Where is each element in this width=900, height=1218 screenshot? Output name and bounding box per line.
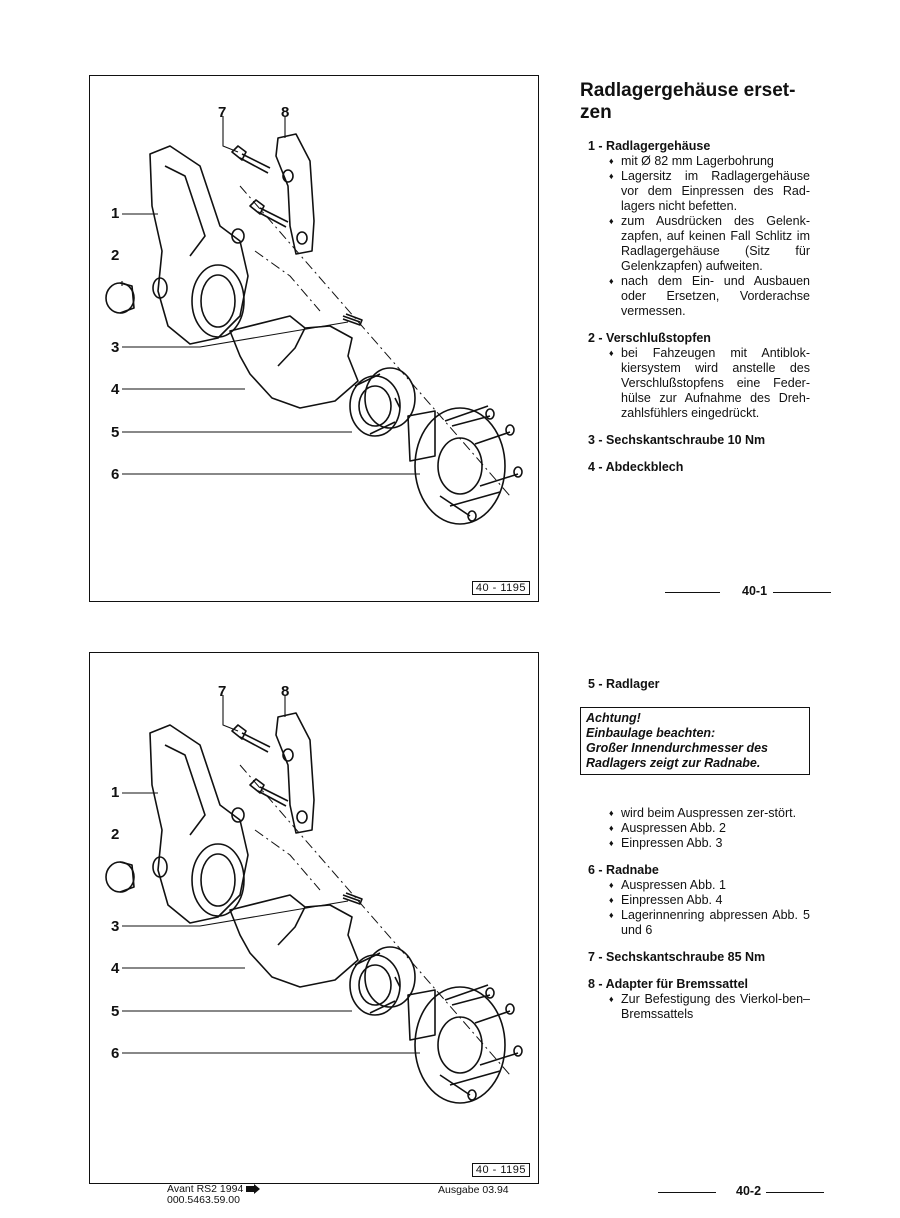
wheel-bearing-housing-illustration xyxy=(90,76,538,601)
item-heading: 8 - Adapter für Bremssattel xyxy=(588,977,748,991)
list-item xyxy=(588,433,810,448)
cover-plate-drawing xyxy=(230,895,358,987)
callout-1: 1 xyxy=(111,205,120,222)
warning-subtitle: Einbaulage beachten: xyxy=(586,726,716,740)
adapter-8-drawing xyxy=(276,134,314,254)
edition: Ausgabe 03.94 xyxy=(438,1184,509,1196)
page-number: 40-1 xyxy=(742,584,768,598)
model-name: Avant RS2 1994 xyxy=(167,1183,244,1195)
wheel-bearing-drawing xyxy=(350,368,415,436)
cover-plate-drawing xyxy=(230,316,358,408)
parts-list-page-1 xyxy=(588,139,810,487)
page-number-rule-left xyxy=(665,592,720,593)
wheel-hub-drawing xyxy=(408,406,522,524)
bullet-text: ♦ Einpressen Abb. 4 xyxy=(588,893,810,908)
list-item xyxy=(588,977,810,1022)
list-item xyxy=(588,806,810,851)
item-5-heading-block xyxy=(588,677,810,692)
bullet-text: ♦ wird beim Auspressen zer-stört. xyxy=(588,806,810,821)
item-heading: 5 - Radlager xyxy=(588,677,660,691)
exploded-view-figure-bottom xyxy=(89,652,539,1184)
callout-8: 8 xyxy=(281,683,290,700)
callout-2: 2 xyxy=(111,826,120,843)
callout-6: 6 xyxy=(111,1045,120,1062)
plug-drawing xyxy=(106,283,134,313)
adapter-8-drawing xyxy=(276,713,314,833)
callout-3: 3 xyxy=(111,918,120,935)
bullet-text: ♦ Einpressen Abb. 3 xyxy=(588,836,810,851)
bullet-text: ♦ bei Fahzeugen mit Antiblok-kiersystem wird anstelle des Verschlußstopfens eine Feder-hülse zur Aufnahme des Dreh-zahlsfühlers eingedrückt. xyxy=(588,346,810,421)
page-number-rule-right xyxy=(766,1192,824,1193)
callout-5: 5 xyxy=(111,424,120,441)
bullet-text: ♦ Zur Befestigung des Vierkol-ben–Bremssattels xyxy=(588,992,810,1022)
footer-model xyxy=(167,1184,260,1206)
page-number-rule-left xyxy=(658,1192,716,1193)
item-heading: 2 - Verschlußstopfen xyxy=(588,331,711,345)
bolt-7-drawing xyxy=(232,146,270,173)
page-number: 40-2 xyxy=(736,1184,762,1198)
bullet-text: ♦ zum Ausdrücken des Gelenk-zapfen, auf keinen Fall Schlitz im Radlagergehäuse (Sitz für Gelenkzapfen) aufweiten. xyxy=(588,214,810,274)
warning-box xyxy=(580,707,810,775)
callout-4: 4 xyxy=(111,960,120,977)
right-arrow-icon xyxy=(246,1184,260,1194)
wheel-bearing-drawing xyxy=(350,947,415,1015)
callout-5: 5 xyxy=(111,1003,120,1020)
page-title: Radlagergehäuse erset-zen xyxy=(580,80,796,123)
callout-2: 2 xyxy=(111,247,120,264)
callout-1: 1 xyxy=(111,784,120,801)
item-heading: 1 - Radlagergehäuse xyxy=(588,139,711,153)
wheel-hub-drawing xyxy=(408,985,522,1103)
bullet-text: ♦ Lagersitz im Radlagergehäuse vor dem Einpressen des Rad-lagers nicht befetten. xyxy=(588,169,810,214)
bolt-7-drawing xyxy=(232,725,270,752)
plug-drawing xyxy=(106,862,134,892)
part-number: 000.5463.59.00 xyxy=(167,1194,240,1206)
callout-7: 7 xyxy=(218,104,227,121)
list-item xyxy=(588,950,810,965)
item-heading: 4 - Abdeckblech xyxy=(588,460,684,474)
list-item xyxy=(588,139,810,319)
bullet-text: ♦ Lagerinnenring abpressen Abb. 5 und 6 xyxy=(588,908,810,938)
item-heading: 3 - Sechskantschraube 10 Nm xyxy=(588,433,766,447)
callout-3: 3 xyxy=(111,339,120,356)
figure-code: 40 - 1195 xyxy=(472,581,530,595)
item-heading: 6 - Radnabe xyxy=(588,863,659,877)
callout-6: 6 xyxy=(111,466,120,483)
callout-7: 7 xyxy=(218,683,227,700)
callout-4: 4 xyxy=(111,381,120,398)
bullet-text: ♦ Auspressen Abb. 1 xyxy=(588,878,810,893)
page-number-rule-right xyxy=(773,592,831,593)
warning-text: Großer Innendurchmesser des Radlagers zeigt zur Radnabe. xyxy=(586,741,769,770)
figure-code: 40 - 1195 xyxy=(472,1163,530,1177)
parts-list-page-2 xyxy=(588,806,810,1034)
list-item xyxy=(588,460,810,475)
list-item xyxy=(588,863,810,938)
item-heading: 7 - Sechskantschraube 85 Nm xyxy=(588,950,766,964)
bullet-text: ♦ mit Ø 82 mm Lagerbohrung xyxy=(588,154,810,169)
exploded-view-figure-top xyxy=(89,75,539,602)
callout-8: 8 xyxy=(281,104,290,121)
bullet-text: ♦ nach dem Ein- und Ausbauen oder Ersetzen, Vorderachse vermessen. xyxy=(588,274,810,319)
bullet-text: ♦ Auspressen Abb. 2 xyxy=(588,821,810,836)
wheel-bearing-housing-illustration xyxy=(90,653,538,1183)
list-item xyxy=(588,331,810,421)
warning-title: Achtung! xyxy=(586,711,641,725)
